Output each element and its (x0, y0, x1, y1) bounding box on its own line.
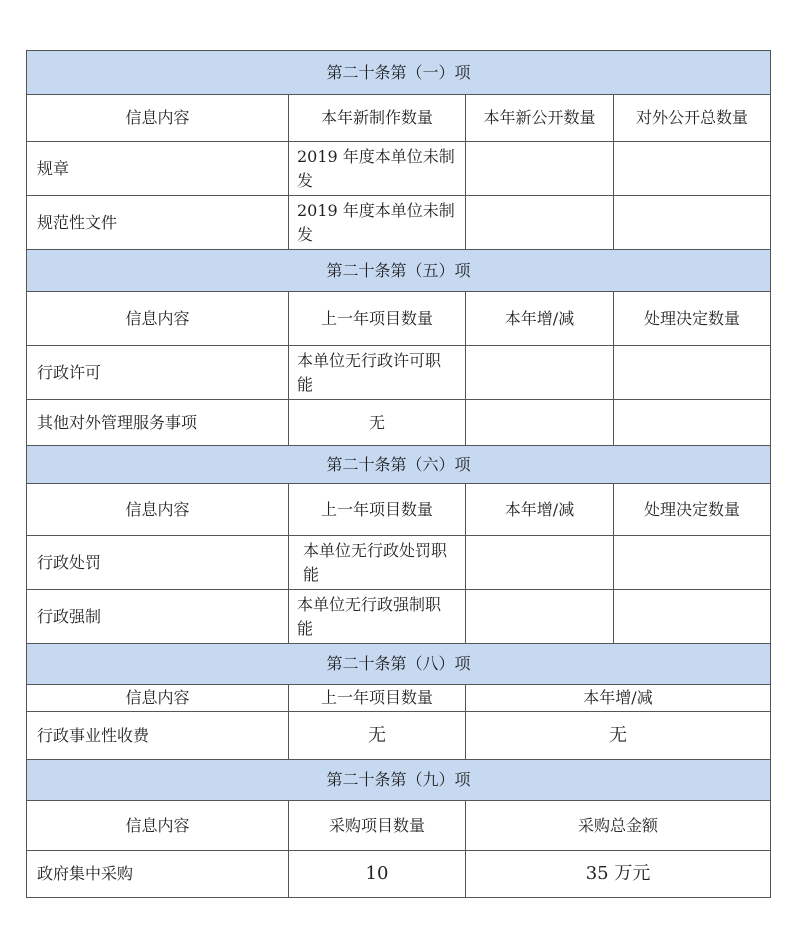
column-header: 处理决定数量 (614, 484, 771, 536)
section-title-row (27, 51, 771, 95)
table-row (27, 400, 771, 446)
column-header: 处理决定数量 (614, 292, 771, 346)
section-title-row (27, 250, 771, 292)
header-row (27, 95, 771, 142)
row-label: 规范性文件 (27, 196, 289, 250)
row-label: 行政处罚 (27, 536, 289, 590)
header-row (27, 292, 771, 346)
column-header: 信息内容 (27, 484, 289, 536)
row-value: 无 (289, 712, 466, 760)
row-cell (614, 346, 771, 400)
row-value: 本单位无行政强制职能 (289, 590, 466, 644)
row-value: 2019 年度本单位未制发 (289, 142, 466, 196)
column-header: 信息内容 (27, 292, 289, 346)
row-cell (466, 142, 614, 196)
header-row (27, 484, 771, 536)
column-header: 上一年项目数量 (289, 685, 466, 712)
row-cell (466, 536, 614, 590)
table-row (27, 851, 771, 898)
column-header: 上一年项目数量 (289, 292, 466, 346)
table-row (27, 196, 771, 250)
section-title: 第二十条第（六）项 (27, 446, 771, 484)
section-title-row (27, 644, 771, 685)
column-header: 采购项目数量 (289, 801, 466, 851)
column-header: 上一年项目数量 (289, 484, 466, 536)
column-header: 本年增/减 (466, 484, 614, 536)
section-title: 第二十条第（一）项 (27, 51, 771, 95)
row-cell (466, 196, 614, 250)
table-row (27, 536, 771, 590)
column-header: 信息内容 (27, 801, 289, 851)
row-cell (614, 196, 771, 250)
row-value: 本单位无行政处罚职能 (289, 536, 466, 590)
row-cell (614, 590, 771, 644)
row-cell: 无 (466, 712, 771, 760)
column-header: 对外公开总数量 (614, 95, 771, 142)
row-label: 行政许可 (27, 346, 289, 400)
row-label: 行政事业性收费 (27, 712, 289, 760)
row-value: 10 (289, 851, 466, 898)
row-cell (614, 400, 771, 446)
row-cell: 35 万元 (466, 851, 771, 898)
column-header: 信息内容 (27, 685, 289, 712)
disclosure-table (26, 50, 771, 898)
section-title-row (27, 446, 771, 484)
row-cell (466, 346, 614, 400)
section-title: 第二十条第（五）项 (27, 250, 771, 292)
row-value: 无 (289, 400, 466, 446)
header-row (27, 685, 771, 712)
row-label: 行政强制 (27, 590, 289, 644)
row-cell (466, 590, 614, 644)
row-cell (614, 536, 771, 590)
row-cell (466, 400, 614, 446)
row-label: 政府集中采购 (27, 851, 289, 898)
row-value: 本单位无行政许可职能 (289, 346, 466, 400)
column-header: 采购总金额 (466, 801, 771, 851)
header-row (27, 801, 771, 851)
column-header: 本年增/减 (466, 292, 614, 346)
section-title: 第二十条第（八）项 (27, 644, 771, 685)
column-header: 本年增/减 (466, 685, 771, 712)
row-value: 2019 年度本单位未制发 (289, 196, 466, 250)
row-label: 其他对外管理服务事项 (27, 400, 289, 446)
section-title-row (27, 760, 771, 801)
table-row (27, 346, 771, 400)
table-row (27, 142, 771, 196)
row-label: 规章 (27, 142, 289, 196)
table-row (27, 712, 771, 760)
table-row (27, 590, 771, 644)
column-header: 本年新公开数量 (466, 95, 614, 142)
column-header: 信息内容 (27, 95, 289, 142)
row-cell (614, 142, 771, 196)
section-title: 第二十条第（九）项 (27, 760, 771, 801)
column-header: 本年新制作数量 (289, 95, 466, 142)
